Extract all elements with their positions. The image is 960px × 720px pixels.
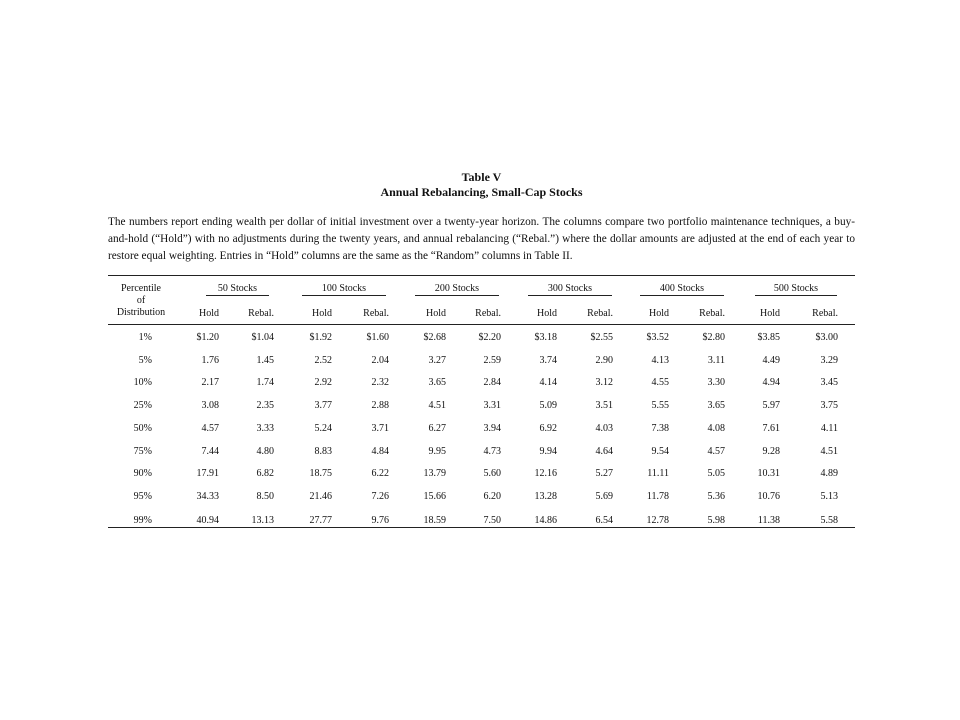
hold-value-cell: 4.14 xyxy=(539,377,557,388)
rebal-column-header: Rebal. xyxy=(248,308,274,319)
hold-value-cell: 4.57 xyxy=(201,423,219,434)
hold-value-cell: 9.28 xyxy=(762,446,780,457)
rebal-value-cell: 3.75 xyxy=(820,400,838,411)
hold-value-cell: 7.38 xyxy=(651,423,669,434)
hold-value-cell: 4.94 xyxy=(762,377,780,388)
rebal-value-cell: 3.31 xyxy=(483,400,501,411)
rebal-column-header: Rebal. xyxy=(812,308,838,319)
hold-column-header: Hold xyxy=(426,308,446,319)
hold-column-header: Hold xyxy=(537,308,557,319)
percentile-label: 75% xyxy=(133,446,152,457)
rebal-value-cell: 6.54 xyxy=(595,515,613,526)
hold-value-cell: 2.92 xyxy=(314,377,332,388)
hold-value-cell: 17.91 xyxy=(196,468,219,479)
rebal-value-cell: 13.13 xyxy=(251,515,274,526)
hold-value-cell: $2.68 xyxy=(423,332,446,343)
hold-value-cell: 3.74 xyxy=(539,355,557,366)
hold-value-cell: 11.38 xyxy=(757,515,780,526)
hold-value-cell: 5.97 xyxy=(762,400,780,411)
percentile-label: 99% xyxy=(133,515,152,526)
rebal-column-header: Rebal. xyxy=(699,308,725,319)
hold-value-cell: 6.27 xyxy=(428,423,446,434)
rebal-value-cell: 4.57 xyxy=(707,446,725,457)
rebal-value-cell: 5.98 xyxy=(707,515,725,526)
rebal-value-cell: $2.80 xyxy=(702,332,725,343)
hold-value-cell: 10.31 xyxy=(757,468,780,479)
hold-value-cell: 21.46 xyxy=(309,491,332,502)
percentile-label: 10% xyxy=(133,377,152,388)
percentile-label: 95% xyxy=(133,491,152,502)
hold-value-cell: 11.11 xyxy=(647,468,669,479)
rebal-value-cell: $1.04 xyxy=(251,332,274,343)
percentile-label: 5% xyxy=(138,355,152,366)
group-header: 500 Stocks xyxy=(755,283,837,296)
hold-value-cell: 2.17 xyxy=(201,377,219,388)
rebal-value-cell: 7.26 xyxy=(371,491,389,502)
rebal-column-header: Rebal. xyxy=(587,308,613,319)
table-subtitle: Annual Rebalancing, Small-Cap Stocks xyxy=(380,185,583,199)
group-header: 400 Stocks xyxy=(640,283,724,296)
rebal-value-cell: 3.71 xyxy=(371,423,389,434)
rebal-value-cell: 2.88 xyxy=(371,400,389,411)
rebal-value-cell: 3.11 xyxy=(707,355,725,366)
hold-value-cell: 4.55 xyxy=(651,377,669,388)
hold-value-cell: 14.86 xyxy=(534,515,557,526)
rebal-value-cell: $3.00 xyxy=(815,332,838,343)
rebal-value-cell: 5.60 xyxy=(483,468,501,479)
hold-value-cell: $3.18 xyxy=(534,332,557,343)
rebal-value-cell: 3.51 xyxy=(595,400,613,411)
rebal-value-cell: $2.20 xyxy=(478,332,501,343)
hold-value-cell: 27.77 xyxy=(309,515,332,526)
rebal-value-cell: 4.84 xyxy=(371,446,389,457)
rebal-value-cell: 4.64 xyxy=(595,446,613,457)
rebal-value-cell: 3.45 xyxy=(820,377,838,388)
group-header: 200 Stocks xyxy=(415,283,499,296)
rebal-value-cell: 6.20 xyxy=(483,491,501,502)
hold-value-cell: $1.20 xyxy=(196,332,219,343)
rebal-value-cell: 6.22 xyxy=(371,468,389,479)
top-rule xyxy=(108,275,855,276)
rebal-value-cell: 5.13 xyxy=(820,491,838,502)
hold-value-cell: 7.61 xyxy=(762,423,780,434)
percentile-label: 90% xyxy=(133,468,152,479)
rebal-value-cell: 2.84 xyxy=(483,377,501,388)
rebal-value-cell: 3.29 xyxy=(820,355,838,366)
hold-value-cell: 4.13 xyxy=(651,355,669,366)
rebal-column-header: Rebal. xyxy=(475,308,501,319)
hold-value-cell: 8.83 xyxy=(314,446,332,457)
table-title-block xyxy=(108,170,855,200)
hold-column-header: Hold xyxy=(760,308,780,319)
percentile-label: 25% xyxy=(133,400,152,411)
rebal-value-cell: 5.05 xyxy=(707,468,725,479)
percentile-header-line: Distribution xyxy=(116,307,166,318)
rebal-value-cell: 2.35 xyxy=(256,400,274,411)
hold-column-header: Hold xyxy=(312,308,332,319)
group-header: 300 Stocks xyxy=(528,283,612,296)
rebal-value-cell: 3.94 xyxy=(483,423,501,434)
hold-value-cell: 9.94 xyxy=(539,446,557,457)
rebal-value-cell: 5.27 xyxy=(595,468,613,479)
hold-value-cell: 9.95 xyxy=(428,446,446,457)
hold-value-cell: 18.75 xyxy=(309,468,332,479)
group-header: 100 Stocks xyxy=(302,283,386,296)
rebal-value-cell: 2.04 xyxy=(371,355,389,366)
hold-value-cell: 5.55 xyxy=(651,400,669,411)
rebal-value-cell: 4.89 xyxy=(820,468,838,479)
hold-column-header: Hold xyxy=(649,308,669,319)
rebal-value-cell: 5.36 xyxy=(707,491,725,502)
rebal-value-cell: 2.90 xyxy=(595,355,613,366)
percentile-label: 1% xyxy=(138,332,152,343)
hold-column-header: Hold xyxy=(199,308,219,319)
hold-value-cell: 4.51 xyxy=(428,400,446,411)
rebal-value-cell: 5.69 xyxy=(595,491,613,502)
hold-value-cell: 3.08 xyxy=(201,400,219,411)
group-header: 50 Stocks xyxy=(206,283,269,296)
percentile-header-line: of xyxy=(136,295,146,306)
hold-value-cell: 3.27 xyxy=(428,355,446,366)
rebal-value-cell: 4.11 xyxy=(820,423,838,434)
rebal-value-cell: $1.60 xyxy=(366,332,389,343)
hold-value-cell: 18.59 xyxy=(423,515,446,526)
hold-value-cell: 5.09 xyxy=(539,400,557,411)
rebal-value-cell: 3.33 xyxy=(256,423,274,434)
rebal-value-cell: 1.74 xyxy=(256,377,274,388)
hold-value-cell: 13.28 xyxy=(534,491,557,502)
hold-value-cell: 3.77 xyxy=(314,400,332,411)
rebal-value-cell: 3.65 xyxy=(707,400,725,411)
rebal-value-cell: 9.76 xyxy=(371,515,389,526)
rebal-value-cell: 6.82 xyxy=(256,468,274,479)
hold-value-cell: 2.52 xyxy=(314,355,332,366)
hold-value-cell: 10.76 xyxy=(757,491,780,502)
hold-value-cell: 11.78 xyxy=(646,491,669,502)
hold-value-cell: 7.44 xyxy=(201,446,219,457)
hold-value-cell: 34.33 xyxy=(196,491,219,502)
percentile-header-line: Percentile xyxy=(121,283,161,294)
rebal-value-cell: 4.03 xyxy=(595,423,613,434)
hold-value-cell: 9.54 xyxy=(651,446,669,457)
hold-value-cell: 1.76 xyxy=(201,355,219,366)
table-title: Table V xyxy=(461,170,502,184)
hold-value-cell: 13.79 xyxy=(423,468,446,479)
rebal-value-cell: 8.50 xyxy=(256,491,274,502)
hold-value-cell: 12.16 xyxy=(534,468,557,479)
rebal-value-cell: 7.50 xyxy=(483,515,501,526)
header-rule xyxy=(108,324,855,325)
percentile-header xyxy=(108,283,174,319)
hold-value-cell: $3.52 xyxy=(646,332,669,343)
rebal-value-cell: 3.12 xyxy=(595,377,613,388)
rebal-value-cell: 4.51 xyxy=(820,446,838,457)
rebal-value-cell: 4.80 xyxy=(256,446,274,457)
hold-value-cell: 5.24 xyxy=(314,423,332,434)
rebal-value-cell: 3.30 xyxy=(707,377,725,388)
rebal-value-cell: 5.58 xyxy=(820,515,838,526)
percentile-label: 50% xyxy=(133,423,152,434)
hold-value-cell: 12.78 xyxy=(646,515,669,526)
hold-value-cell: 15.66 xyxy=(423,491,446,502)
rebal-value-cell: 4.73 xyxy=(483,446,501,457)
rebal-column-header: Rebal. xyxy=(363,308,389,319)
rebal-value-cell: 1.45 xyxy=(256,355,274,366)
hold-value-cell: 40.94 xyxy=(196,515,219,526)
hold-value-cell: 3.65 xyxy=(428,377,446,388)
rebal-value-cell: $2.55 xyxy=(590,332,613,343)
hold-value-cell: 6.92 xyxy=(539,423,557,434)
rebal-value-cell: 4.08 xyxy=(707,423,725,434)
rebal-value-cell: 2.59 xyxy=(483,355,501,366)
rebal-value-cell: 2.32 xyxy=(371,377,389,388)
hold-value-cell: $3.85 xyxy=(757,332,780,343)
bottom-rule xyxy=(108,527,855,528)
table-caption: The numbers report ending wealth per dollar of initial investment over a twenty-year horizon. The columns compare two portfolio maintenance techniques, a buy-and-hold (“Hold”) with no adjustments during the twenty years, and annual rebalancing (“Rebal.”) where the dollar amounts are adjusted at the end of each year to restore equal weighting. Entries in “Hold” columns are the same as the “Random” columns in Table II. xyxy=(108,216,855,262)
hold-value-cell: 4.49 xyxy=(762,355,780,366)
hold-value-cell: $1.92 xyxy=(309,332,332,343)
